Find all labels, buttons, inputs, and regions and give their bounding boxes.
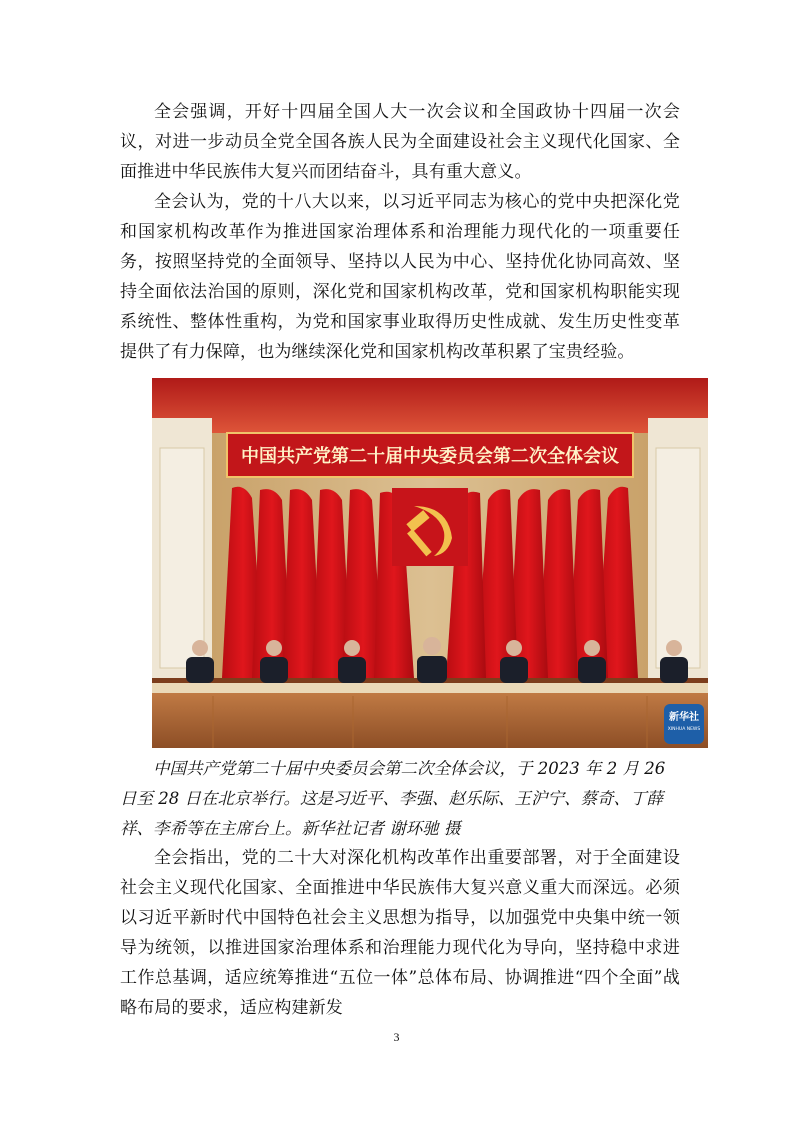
banner-text: 中国共产党第二十届中央委员会第二次全体会议 [241,446,619,467]
page-number: 3 [393,1030,400,1044]
body-paragraph-2: 全会认为，党的十八大以来，以习近平同志为核心的党中央把深化党和国家机构改革作为推进国家治理体系和治理能力现代化的一项重要任务，按照坚持党的全面领导、坚持以人民为中心、坚持优化协同高效、坚持全面依法治国的原则，深化党和国家机构改革，党和国家机构职能实现系统性、整体性重构，为党和国家事业取得历史性成就、发生历史性变革提供了有力保障，也为继续深化党和国家机构改革积累了宝贵经验。 [120,192,680,362]
xinhua-watermark [664,704,704,744]
watermark-subtext: XINHUA NEWS [667,727,701,732]
photo-caption: 中国共产党第二十届中央委员会第二次全体会议，于 2023 年 2 月 26 日至 28 日在北京举行。这是习近平、李强、赵乐际、王沪宁、蔡奇、丁薛祥、李希等在主席台上。新华社记者 谢环驰 摄 [120,759,666,838]
watermark-text: 新华社 [669,712,699,723]
plenary-session-photo [152,378,708,748]
party-emblem-icon [392,488,468,566]
body-paragraph-1: 全会强调，开好十四届全国人大一次会议和全国政协十四届一次会议，对进一步动员全党全国各族人民为全面建设社会主义现代化国家、全面推进中华民族伟大复兴而团结奋斗，具有重大意义。 [120,102,680,182]
body-paragraph-3: 全会指出，党的二十大对深化机构改革作出重要部署，对于全面建设社会主义现代化国家、全面推进中华民族伟大复兴意义重大而深远。必须以习近平新时代中国特色社会主义思想为指导，以加强党中央集中统一领导为统领，以推进国家治理体系和治理能力现代化为导向，坚持稳中求进工作总基调，适应统筹推进“五位一体”总体布局、协调推进“四个全面”战略布局的要求，适应构建新发 [120,848,680,1018]
